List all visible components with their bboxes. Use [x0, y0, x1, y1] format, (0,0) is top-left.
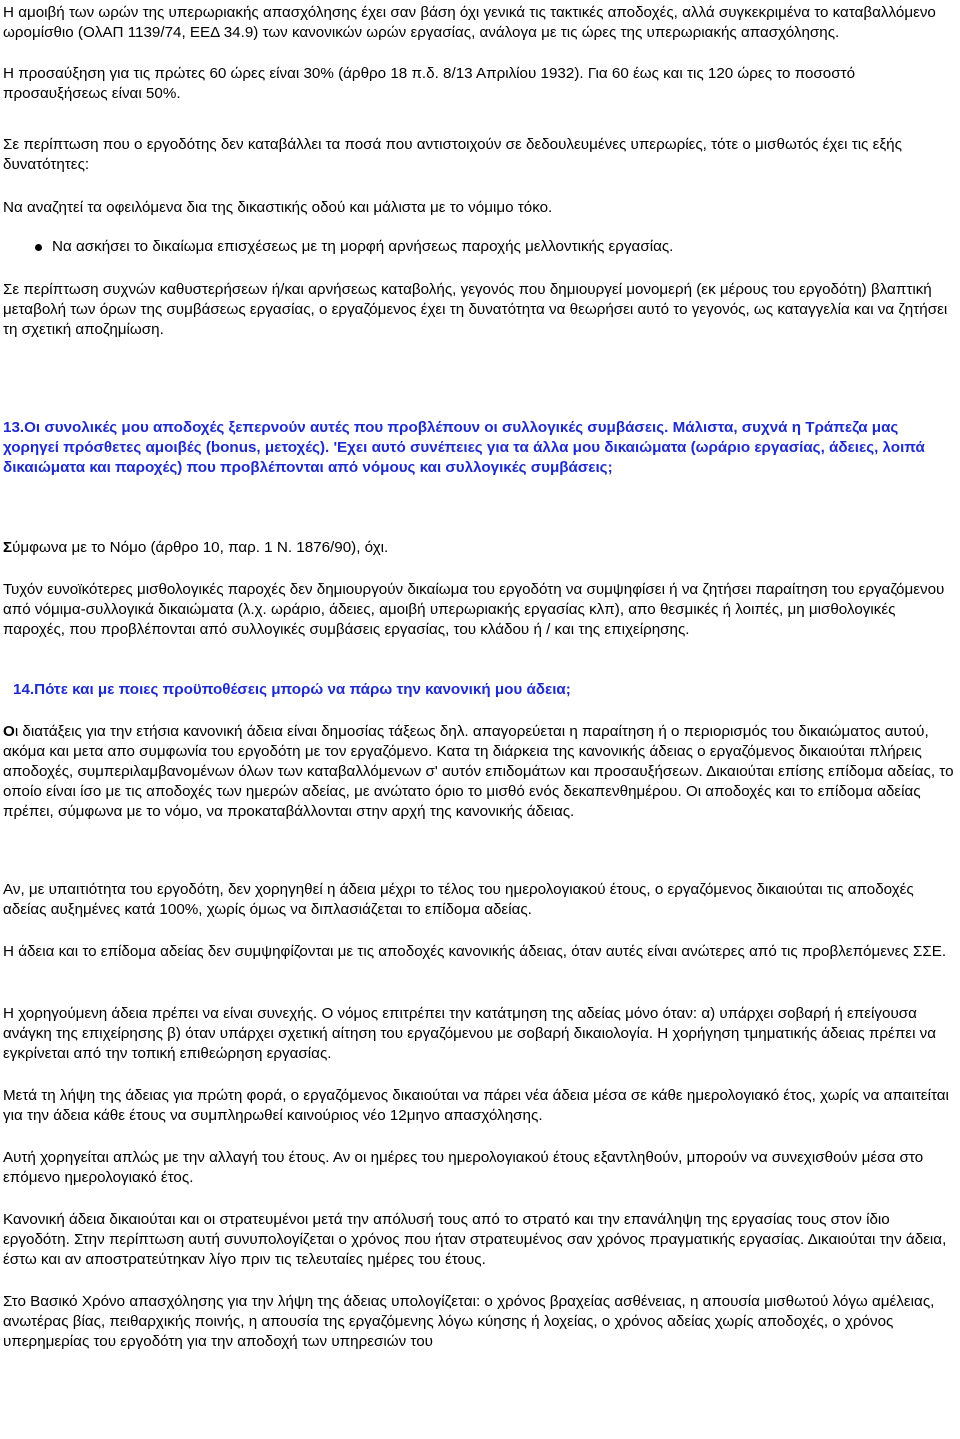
paragraph-continuous-leave: Η χορηγούμενη άδεια πρέπει να είναι συνεχής. Ο νόμος επιτρέπει την κατάτμηση της αδείας μόνο όταν: α) υπάρχει σοβαρή ή επείγουσα ανάγκη της επιχείρησης β) όταν υπάρχει σχετική αίτηση του εργαζόμενου με σοβαρή δικαιολογία. Η χορήγηση τμηματικής άδειας πρέπει να εγκρίνεται από την τοπική επιθεώρηση εργασίας. [3, 1005, 937, 1062]
paragraph-legal-claim: Να αναζητεί τα οφειλόμενα δια της δικαστικής οδού και μάλιστα με το νόμιμο τόκο. [3, 199, 553, 216]
paragraph-leave-offset: Η άδεια και το επίδομα αδείας δεν συμψηφίζονται με τις αποδοχές κανονικής άδειας, όταν αυτές είναι ανώτερες από τις προβλεπόμενες ΣΣΕ. [3, 943, 947, 960]
paragraph-favourable-benefits: Τυχόν ευνοϊκότερες μισθολογικές παροχές δεν δημιουργούν δικαίωμα του εργοδότη να συμψηφίσει ή να ζητήσει παραίτηση του εργαζόμενου από νόμιμα-συλλογικά δικαιώματα (λ.χ. ωράριο, άδειες, αμοιβή υπερωριακής εργασίας κλπ), απο θεσμικές ή λοιπές, μη μισθολογικές παροχές, που προβλέπονται από συλλογικές συμβάσεις εργασίας, του κλάδου ή / και της επιχείρησης. [3, 581, 945, 638]
paragraph-first-leave: Μετά τη λήψη της άδειας για πρώτη φορά, ο εργαζόμενος δικαιούται να πάρει νέα άδεια μέσα σε κάθε ημερολογιακό έτος, χωρίς να απαιτείται για την άδεια κάθε έτους να συμπληρωθεί καινούριος νέο 12μηνο απασχόλησης. [3, 1087, 949, 1124]
paragraph-frequent-delays: Σε περίπτωση συχνών καθυστερήσεων ή/και αρνήσεως καταβολής, γεγονός που δημιουργεί μονομερή (εκ μέρους του εργοδότη) βλαπτική μεταβολή των όρων της συμβάσεως εργασίας, ο εργαζόμενος έχει τη δυνατότητα να θεωρήσει αυτό το γεγονός, ως καταγγελία και να ζητήσει τη σχετική αποζημίωση. [3, 281, 948, 338]
paragraph-leave-not-granted: Αν, με υπαιτιότητα του εργοδότη, δεν χορηγηθεί η άδεια μέχρι το τέλος του ημερολογιακού έτους, ο εργαζόμενος δικαιούται τις αποδοχές αδείας αυξημένες κατά 100%, χωρίς όμως να διπλασιάζεται το επίδομα αδείας. [3, 881, 914, 918]
paragraph-text: ύμφωνα με το Νόμο (άρθρο 10, παρ. 1 Ν. 1876/90), όχι. [12, 539, 389, 556]
paragraph-law-reference [3, 538, 955, 558]
paragraph-year-change: Αυτή χορηγείται απλώς με την αλλαγή του έτους. Αν οι ημέρες του ημερολογιακού έτους εξαντληθούν, μπορούν να συνεχισθούν μέσα στο επόμενο ημερολογιακό έτος. [3, 1149, 924, 1186]
drop-initial: Ο [3, 723, 15, 740]
options-list [3, 237, 955, 257]
paragraph-overtime-wage-basis: Η αμοιβή των ωρών της υπερωριακής απασχόλησης έχει σαν βάση όχι γενικά τις τακτικές αποδοχές, αλλά συγκεκριμένα το καταβαλλόμενο ωρομίσθιο (ΟλΑΠ 1139/74, ΕΕΔ 34.9) των κανονικών ωρών εργασίας, ανάλογα με τις ώρες της υπερωριακής απασχόλησης. [3, 4, 936, 41]
section-heading-14: 14.Πότε και με ποιες προϋποθέσεις μπορώ να πάρω την κανονική μου άδεια; [13, 681, 571, 698]
paragraph-employer-non-payment: Σε περίπτωση που ο εργοδότης δεν καταβάλλει τα ποσά που αντιστοιχούν σε δεδουλευμένες υπερωρίες, τότε ο μισθωτός έχει τις εξής δυνατότητες: [3, 136, 902, 173]
list-item: Να ασκήσει το δικαίωμα επισχέσεως με τη μορφή αρνήσεως παροχής μελλοντικής εργασίας. [3, 237, 955, 257]
section-heading-13: 13.Οι συνολικές μου αποδοχές ξεπερνούν αυτές που προβλέπουν οι συλλογικές συμβάσεις. Μάλιστα, συχνά η Τράπεζα μας χορηγεί πρόσθετες αμοιβές (bonus, μετοχές). 'Εχει αυτό συνέπειες για τα άλλα μου δικαιώματα (ωράριο εργασίας, άδειες, λοιπά δικαιώματα και παροχές) που προβλέπονται από νόμους και συλλογικές συμβάσεις; [3, 419, 925, 476]
paragraph-text: ι διατάξεις για την ετήσια κανονική άδεια είναι δημοσίας τάξεως δηλ. απαγορεύεται η παραίτηση ή ο περιορισμός του δικαιώματος αυτού, ακόμα και μετα απο συμφωνία του εργοδότη με τον εργαζόμενο. Κατα τη διάρκεια της κανονικής άδειας ο εργαζόμενος δικαιούται πλήρεις αποδοχές, συμπεριλαμβανομένων όλων των καταβαλλόμενων σ' αυτόν επιδομάτων και προσαυξήσεων. Δικαιούται επίσης επίδομα αδείας, το οποίο είναι ίσο με τις αποδοχές των ημερών αδείας, με ανώτατο όριο το μισθό ενός δεκαπενθημέρου. Οι αποδοχές και το επίδομα αδείας πρέπει, σύμφωνα με το νόμο, να προκαταβάλλονται στην αρχή της κανονικής άδειας. [3, 723, 954, 820]
paragraph-basic-service-time: Στο Βασικό Χρόνο απασχόλησης για την λήψη της άδειας υπολογίζεται: ο χρόνος βραχείας ασθένειας, η απουσία μισθωτού λόγω αμέλειας, ανωτέρας βίας, πειθαρχικής ποινής, η απουσία της εργαζόμενης λόγω κύησης ή λοχείας, ο χρόνος αδείας χωρίς αποδοχές, ο χρόνος υπερημερίας του εργοδότη για την αποδοχή των υπηρεσιών του [3, 1293, 935, 1350]
paragraph-overtime-increase-rates: Η προσαύξηση για τις πρώτες 60 ώρες είναι 30% (άρθρο 18 π.δ. 8/13 Απριλίου 1932). Για 60 έως και τις 120 ώρες το ποσοστό προσαυξήσεως είναι 50%. [3, 65, 856, 102]
paragraph-annual-leave-rules [3, 722, 955, 822]
paragraph-conscripts-leave: Κανονική άδεια δικαιούται και οι στρατευμένοι μετά την απόλυσή τους από το στρατό και την επανάληψη της εργασίας τους στον ίδιο εργοδότη. Στην περίπτωση αυτή συνυπολογίζεται ο χρόνος που ήταν στρατευμένος σαν χρόνος πραγματικής εργασίας. Δικαιούται την άδεια, έστω και αν αποστρατεύτηκαν λίγο πριν τις τελευταίες ημέρες του έτους. [3, 1211, 947, 1268]
drop-initial: Σ [3, 539, 13, 556]
